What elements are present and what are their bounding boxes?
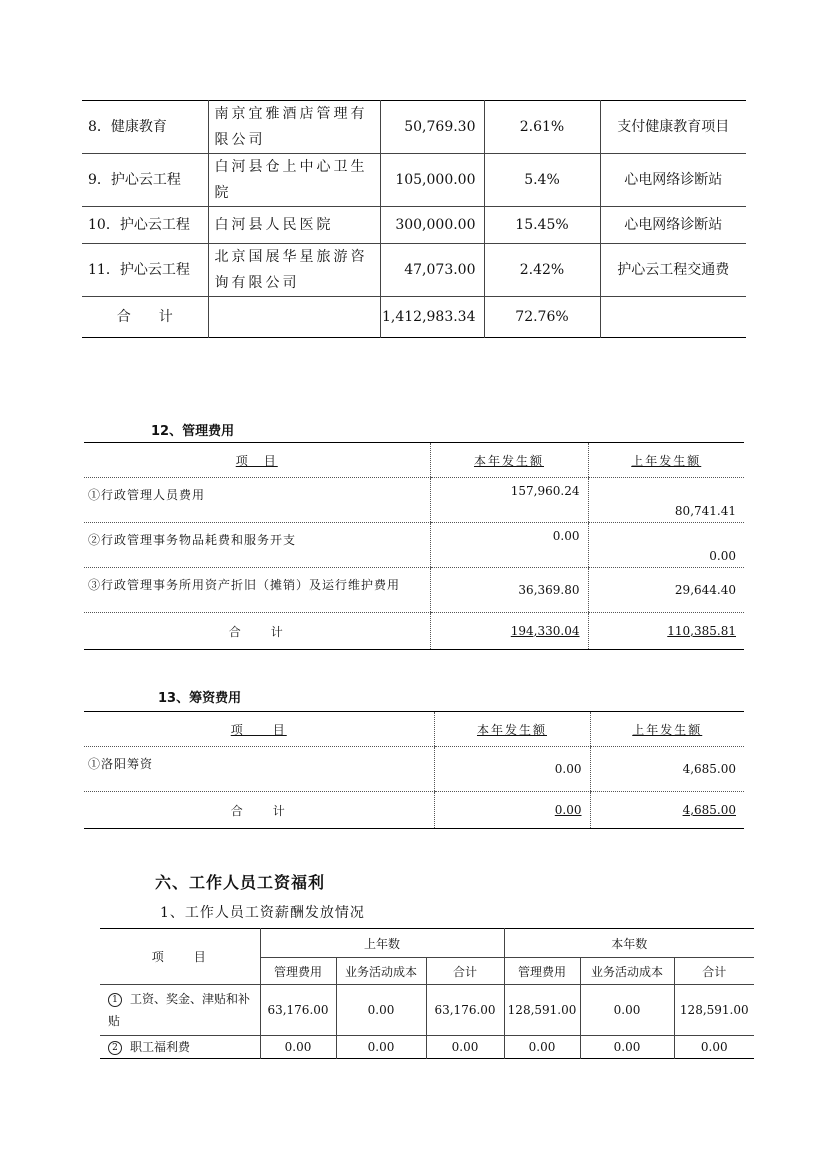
wages-table	[100, 928, 754, 1059]
note-cell: 心电网络诊断站	[600, 207, 746, 244]
empty-cell	[208, 297, 380, 338]
total-previous: 110,385.81	[588, 613, 744, 650]
value-cell: 63,176.00	[260, 985, 336, 1036]
fundraising-expense-table	[84, 711, 744, 829]
value-cell: 0.00	[336, 985, 426, 1036]
sub-header: 合计	[426, 958, 504, 985]
current-value: 36,369.80	[430, 568, 588, 613]
item-cell: 8．健康教育	[82, 101, 208, 154]
value-cell: 0.00	[260, 1036, 336, 1059]
value-cell: 0.00	[580, 985, 674, 1036]
fundraising-expense-heading: 13、筹资费用	[158, 691, 242, 706]
payee-cell: 北京国展华星旅游咨询有限公司	[208, 244, 380, 297]
row-label: 2 职工福利费	[100, 1036, 260, 1059]
section-subtitle: 1、工作人员工资薪酬发放情况	[160, 905, 365, 921]
table-row	[84, 747, 744, 792]
donation-expense-table	[82, 100, 746, 338]
previous-value: 80,741.41	[588, 478, 744, 523]
amount-cell: 47,073.00	[380, 244, 484, 297]
header-row	[84, 712, 744, 747]
previous-year-header: 上年数	[260, 929, 504, 958]
item-cell: 11．护心云工程	[82, 244, 208, 297]
previous-value: 0.00	[588, 523, 744, 568]
value-cell: 0.00	[336, 1036, 426, 1059]
item-header: 项 目	[84, 443, 430, 478]
table-row	[84, 568, 744, 613]
total-row	[84, 792, 744, 829]
total-label: 合 计	[228, 624, 285, 639]
total-row	[84, 613, 744, 650]
amount-cell: 105,000.00	[380, 154, 484, 207]
row-label: ③行政管理事务所用资产折旧（摊销）及运行维护费用	[84, 568, 430, 613]
sub-header: 业务活动成本	[336, 958, 426, 985]
item-cell: 9．护心云工程	[82, 154, 208, 207]
sub-header: 业务活动成本	[580, 958, 674, 985]
value-cell: 0.00	[426, 1036, 504, 1059]
item-header: 项 目	[84, 712, 434, 747]
total-previous: 4,685.00	[590, 792, 744, 829]
sub-header: 管理费用	[260, 958, 336, 985]
previous-value: 29,644.40	[588, 568, 744, 613]
value-cell: 0.00	[580, 1036, 674, 1059]
value-cell: 63,176.00	[426, 985, 504, 1036]
total-amount: 1,412,983.34	[380, 297, 484, 338]
table-row	[84, 523, 744, 568]
value-cell: 128,591.00	[504, 985, 580, 1036]
total-current: 0.00	[434, 792, 590, 829]
value-cell: 0.00	[504, 1036, 580, 1059]
row-label: ①洛阳筹资	[84, 747, 434, 792]
note-cell: 护心云工程交通费	[600, 244, 746, 297]
current-year-header: 本年数	[504, 929, 754, 958]
total-row	[82, 297, 746, 338]
previous-year-header: 上年发生额	[588, 443, 744, 478]
payee-cell: 白河县人民医院	[208, 207, 380, 244]
item-header: 项 目	[100, 929, 260, 985]
total-label: 合 计	[116, 309, 173, 325]
percent-cell: 15.45%	[484, 207, 600, 244]
table-row	[100, 985, 754, 1036]
percent-cell: 5.4%	[484, 154, 600, 207]
section-title: 六、工作人员工资福利	[155, 873, 326, 892]
sub-header: 管理费用	[504, 958, 580, 985]
total-percent: 72.76%	[484, 297, 600, 338]
percent-cell: 2.61%	[484, 101, 600, 154]
header-row	[100, 929, 754, 958]
payee-cell: 白河县仓上中心卫生院	[208, 154, 380, 207]
previous-value: 4,685.00	[590, 747, 744, 792]
amount-cell: 50,769.30	[380, 101, 484, 154]
current-year-header: 本年发生额	[430, 443, 588, 478]
row-label: 1 工资、奖金、津贴和补贴	[100, 985, 260, 1036]
note-cell: 心电网络诊断站	[600, 154, 746, 207]
row-number-icon: 1	[108, 993, 122, 1007]
item-cell: 10．护心云工程	[82, 207, 208, 244]
row-label: ①行政管理人员费用	[84, 478, 430, 523]
current-value: 157,960.24	[430, 478, 588, 523]
table-row	[100, 1036, 754, 1059]
current-value: 0.00	[434, 747, 590, 792]
previous-year-header: 上年发生额	[590, 712, 744, 747]
sub-header: 合计	[674, 958, 754, 985]
total-label: 合 计	[230, 803, 287, 818]
amount-cell: 300,000.00	[380, 207, 484, 244]
percent-cell: 2.42%	[484, 244, 600, 297]
current-value: 0.00	[430, 523, 588, 568]
total-current: 194,330.04	[430, 613, 588, 650]
value-cell: 0.00	[674, 1036, 754, 1059]
row-label: ②行政管理事务物品耗费和服务开支	[84, 523, 430, 568]
management-expense-table	[84, 442, 744, 650]
value-cell: 128,591.00	[674, 985, 754, 1036]
table-row	[82, 101, 746, 154]
management-expense-heading: 12、管理费用	[151, 424, 235, 439]
empty-cell	[600, 297, 746, 338]
table-row	[82, 154, 746, 207]
note-cell: 支付健康教育项目	[600, 101, 746, 154]
payee-cell: 南京宜雅酒店管理有限公司	[208, 101, 380, 154]
current-year-header: 本年发生额	[434, 712, 590, 747]
table-row	[82, 207, 746, 244]
header-row	[84, 443, 744, 478]
row-number-icon: 2	[108, 1041, 122, 1055]
table-row	[82, 244, 746, 297]
table-row	[84, 478, 744, 523]
